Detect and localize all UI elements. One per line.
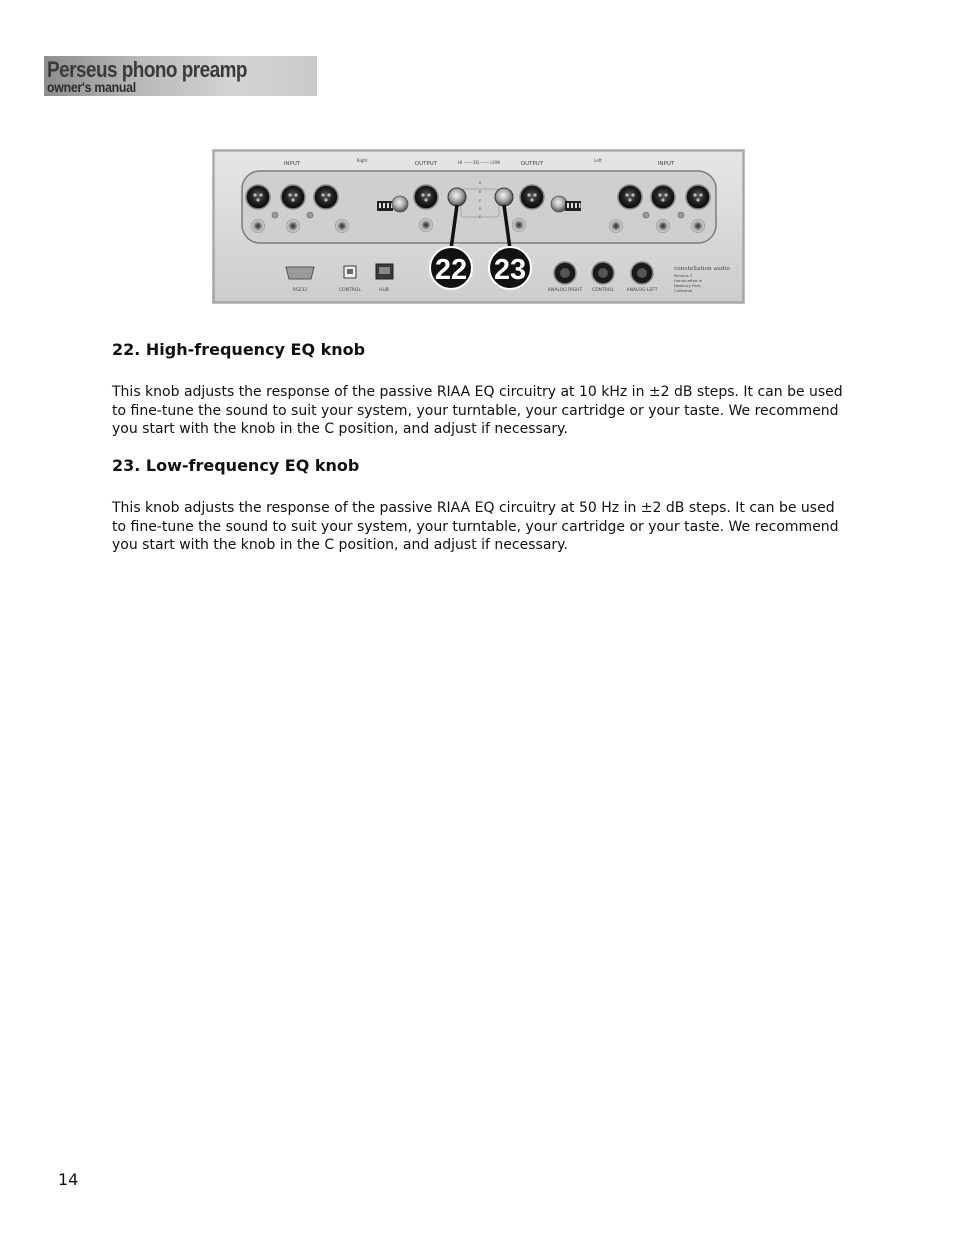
label-right: Right	[356, 158, 368, 163]
power-connectors	[554, 262, 653, 284]
hf-eq-knob	[448, 188, 466, 206]
rear-panel-illustration	[212, 149, 745, 304]
brand-line-3: Newbury Park,	[674, 283, 702, 288]
manual-header-banner	[44, 56, 317, 96]
label-output-left: OUTPUT	[520, 161, 544, 167]
label-input-right: INPUT	[283, 161, 301, 167]
lf-eq-knob	[495, 188, 513, 206]
rear-panel-figure	[212, 149, 745, 304]
brand-line-4: California	[674, 288, 693, 293]
rca-output-left	[512, 218, 526, 232]
svg-text:C: C	[478, 199, 482, 203]
label-rs232: RS232	[292, 288, 308, 293]
xlr-output-left	[520, 185, 544, 209]
section-body-hf-eq: This knob adjusts the response of the passive RIAA EQ circuitry at 10 kHz in ±2 dB steps. It can be used to fine-tune the sound to suit your system, your turntable, your cartridge or your taste. We recommend you start with the knob in the C position, and adjust if necessary.	[112, 384, 843, 438]
xlr-output-right	[414, 185, 438, 209]
label-analog-left: ANALOG LEFT	[626, 288, 658, 293]
rs232-port	[286, 267, 314, 279]
label-eq: HI —— EQ —— LOW	[457, 160, 501, 165]
svg-text:B: B	[478, 190, 482, 194]
brand-line-1: Perseus 2	[674, 273, 693, 278]
rca-output-right	[419, 218, 433, 232]
brand-line-2: Handcrafted in	[674, 278, 703, 283]
callout-23-label: 23	[493, 254, 527, 286]
label-control-power: CONTROL	[592, 288, 614, 293]
svg-text:A: A	[478, 181, 482, 185]
callout-22	[430, 247, 472, 289]
label-analog-right: ANALOG RIGHT	[547, 288, 583, 293]
svg-text:D: D	[478, 207, 482, 211]
manual-title: Perseus phono preamp	[47, 57, 247, 82]
label-output-right: OUTPUT	[414, 161, 438, 167]
label-hub: HUB	[379, 288, 389, 293]
manual-subtitle: owner's manual	[47, 79, 136, 95]
label-left: Left	[594, 158, 602, 163]
xlr-inputs-right	[246, 185, 338, 209]
section-heading-lf-eq: 23. Low-frequency EQ knob	[112, 456, 360, 475]
callout-23	[489, 247, 531, 289]
page-number: 14	[58, 1170, 79, 1189]
label-input-left: INPUT	[657, 161, 675, 167]
section-heading-hf-eq: 22. High-frequency EQ knob	[112, 340, 366, 359]
section-body-lf-eq: This knob adjusts the response of the passive RIAA EQ circuitry at 50 Hz in ±2 dB steps. It can be used to fine-tune the sound to suit your system, your turntable, your cartridge or your taste. We recommend you start with the knob in the C position, and adjust if necessary.	[112, 500, 839, 554]
brand-logo-text: constellation audio	[674, 266, 730, 272]
callout-22-label: 22	[434, 254, 468, 286]
svg-text:E: E	[478, 215, 482, 219]
label-control: CONTROL	[339, 288, 361, 293]
xlr-inputs-left	[618, 185, 710, 209]
